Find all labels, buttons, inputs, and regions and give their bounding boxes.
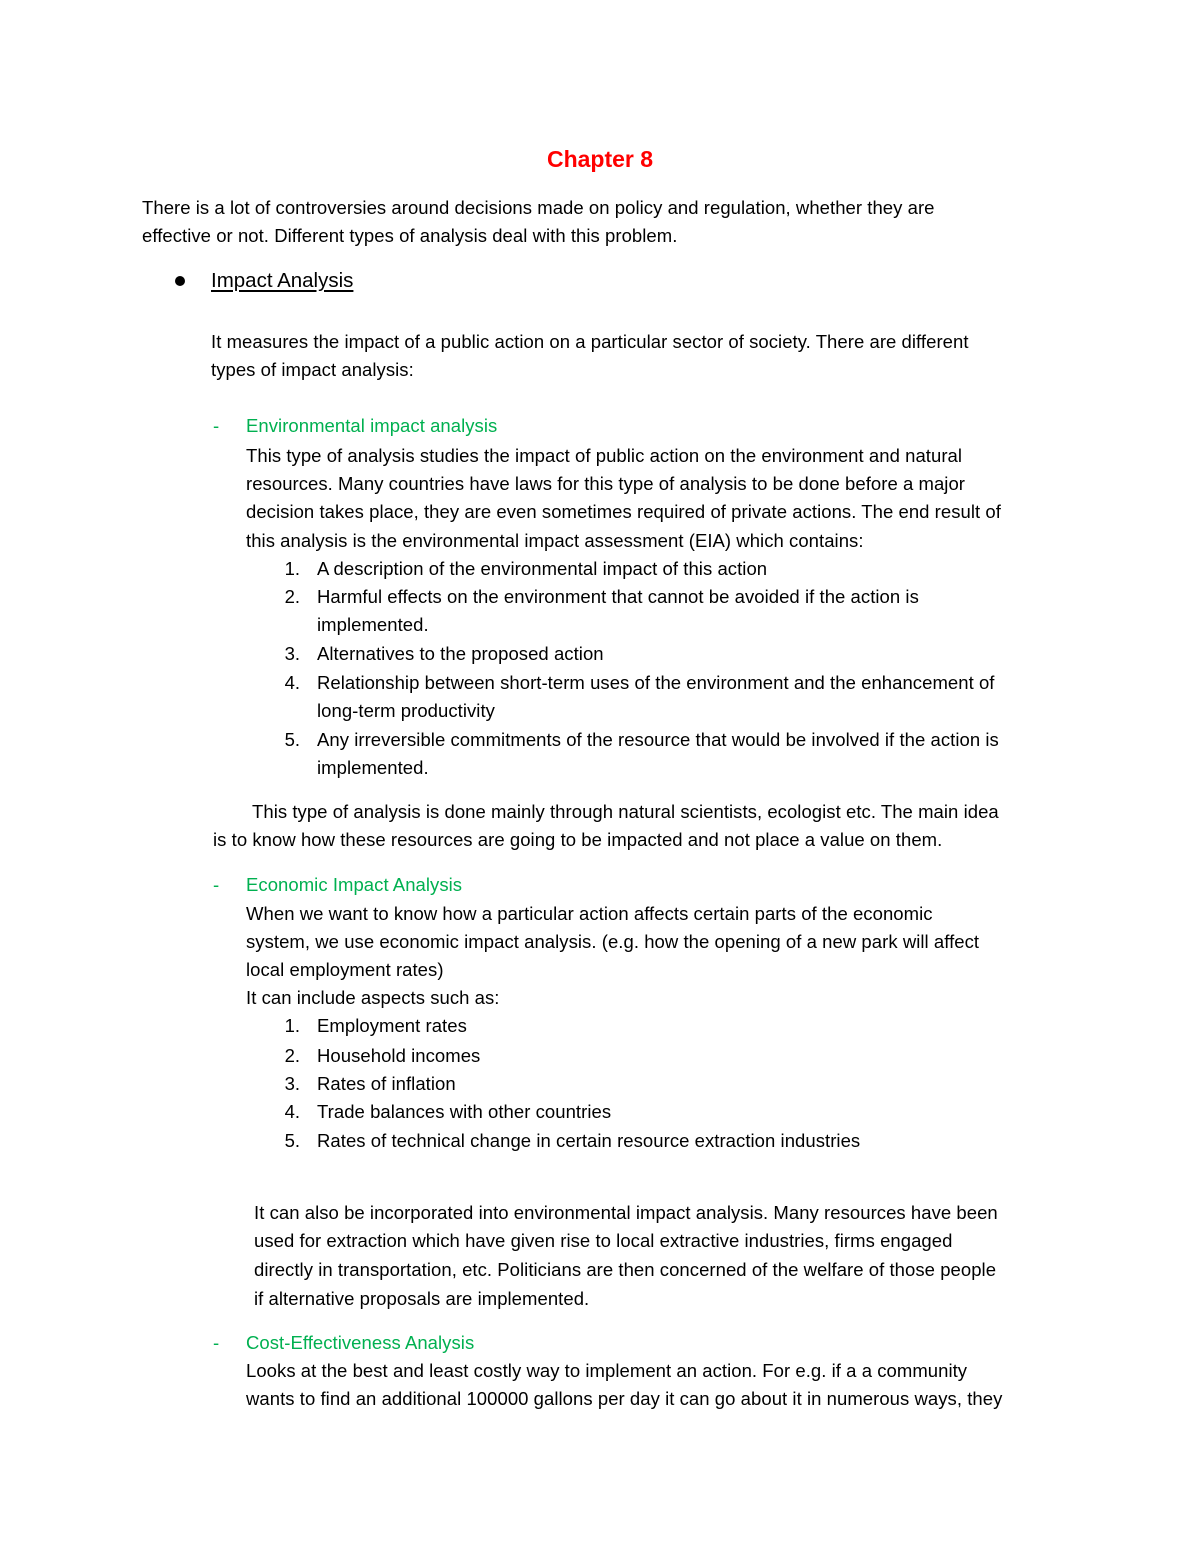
list-number: 3. [284,643,300,664]
list-number: 2. [284,586,300,607]
economic-note-line: if alternative proposals are implemented. [254,1288,590,1309]
economic-desc-line: local employment rates) [246,959,444,980]
list-item-continuation: implemented. [317,757,429,778]
environmental-note-line: This type of analysis is done mainly through natural scientists, ecologist etc. The main idea [252,801,999,822]
economic-note-line: directly in transportation, etc. Politicians are then concerned of the welfare of those people [254,1259,997,1280]
list-number: 1. [284,1015,300,1036]
impact-desc-line: types of impact analysis: [211,359,414,380]
intro-line: There is a lot of controversies around decisions made on policy and regulation, whether they are [142,197,935,218]
intro-line: effective or not. Different types of analysis deal with this problem. [142,225,678,246]
list-item: Household incomes [317,1045,481,1066]
list-item: Harmful effects on the environment that cannot be avoided if the action is [317,586,919,607]
environmental-desc-line: decision takes place, they are even sometimes required of private actions. The end result of [246,501,1001,522]
impact-desc-line: It measures the impact of a public action on a particular sector of society. There are different [211,331,969,352]
economic-desc-line: system, we use economic impact analysis. (e.g. how the opening of a new park will affect [246,931,980,952]
list-item: Employment rates [317,1015,467,1036]
list-item-continuation: implemented. [317,614,429,635]
environmental-desc-line: This type of analysis studies the impact of public action on the environment and natural [246,445,963,466]
environmental-desc-line: this analysis is the environmental impact assessment (EIA) which contains: [246,530,864,551]
dash-bullet-icon: - [213,415,220,436]
dash-bullet-icon: - [213,874,220,895]
list-number: 1. [284,558,300,579]
cost-desc-line: Looks at the best and least costly way to implement an action. For e.g. if a a community [246,1360,968,1381]
economic-note-line: It can also be incorporated into environmental impact analysis. Many resources have been [254,1202,998,1223]
bullet-icon [175,276,185,286]
list-number: 5. [284,1130,300,1151]
cost-heading: Cost-Effectiveness Analysis [246,1332,475,1353]
list-number: 5. [284,729,300,750]
impact-analysis-heading: Impact Analysis [211,269,354,292]
environmental-note-line: is to know how these resources are going to be impacted and not place a value on them. [213,829,943,850]
list-number: 4. [284,672,300,693]
list-number: 2. [284,1045,300,1066]
list-item: Rates of inflation [317,1073,456,1094]
economic-desc-line: When we want to know how a particular action affects certain parts of the economic [246,903,933,924]
environmental-heading: Environmental impact analysis [246,415,498,436]
cost-desc-line: wants to find an additional 100000 gallons per day it can go about it in numerous ways, they [246,1388,1003,1409]
list-item: Trade balances with other countries [317,1101,612,1122]
list-number: 4. [284,1101,300,1122]
list-item: A description of the environmental impact of this action [317,558,768,579]
list-item: Alternatives to the proposed action [317,643,604,664]
list-item: Relationship between short-term uses of the environment and the enhancement of [317,672,995,693]
list-item: Rates of technical change in certain resource extraction industries [317,1130,861,1151]
list-number: 3. [284,1073,300,1094]
economic-desc-line: It can include aspects such as: [246,987,500,1008]
economic-note-line: used for extraction which have given rise to local extractive industries, firms engaged [254,1230,953,1251]
list-item-continuation: long-term productivity [317,700,495,721]
dash-bullet-icon: - [213,1332,220,1353]
environmental-desc-line: resources. Many countries have laws for this type of analysis to be done before a major [246,473,966,494]
list-item: Any irreversible commitments of the resource that would be involved if the action is [317,729,999,750]
economic-heading: Economic Impact Analysis [246,874,463,895]
page-title: Chapter 8 [546,146,654,172]
